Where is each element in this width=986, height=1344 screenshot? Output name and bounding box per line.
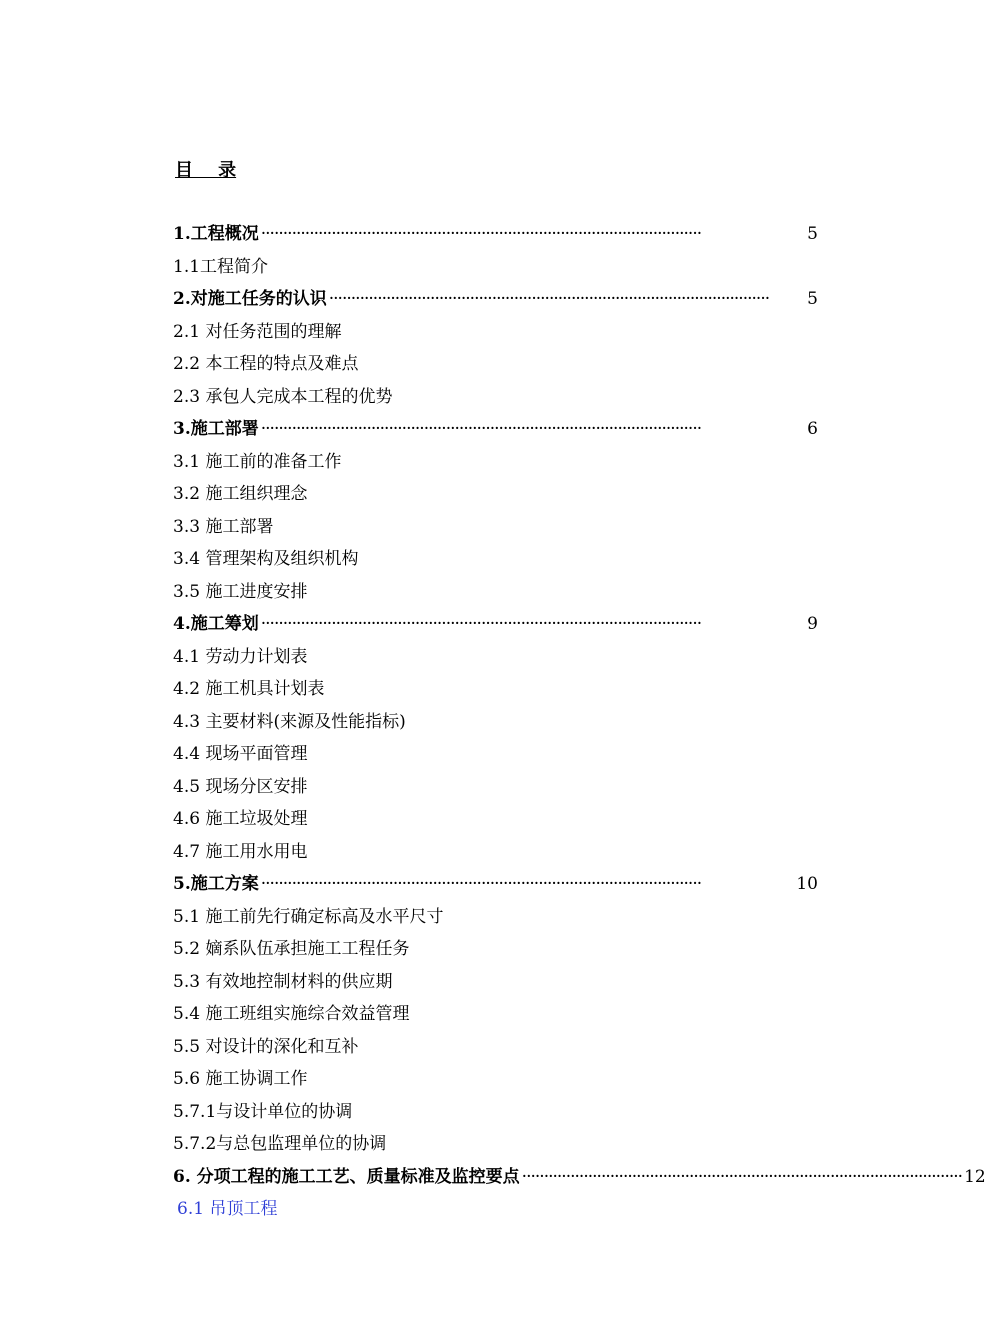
toc-subsection-entry[interactable] [173, 738, 818, 771]
toc-subsection-entry[interactable] [173, 803, 818, 836]
toc-subsection-entry[interactable] [173, 933, 818, 966]
toc-entry-label: 4.3 主要材料(来源及性能指标) [173, 711, 406, 732]
toc-subsection-entry[interactable] [173, 901, 818, 934]
toc-subsection-entry[interactable] [173, 706, 818, 739]
toc-section-entry[interactable] [173, 413, 818, 446]
toc-section-entry[interactable] [173, 283, 818, 316]
toc-subsection-entry[interactable] [173, 1193, 818, 1226]
toc-title: 目 录 [175, 160, 237, 181]
toc-subsection-entry[interactable] [173, 966, 818, 999]
toc-entry-label: 5.1 施工前先行确定标高及水平尺寸 [173, 906, 444, 927]
toc-dot-leader: ···································································································· [328, 289, 770, 309]
toc-subsection-entry[interactable] [173, 771, 818, 804]
toc-page-number: 5 [807, 224, 818, 244]
toc-dot-leader: ···································································································· [260, 614, 702, 634]
toc-entry-label: 5.7.2与总包监理单位的协调 [173, 1134, 387, 1154]
toc-subsection-entry[interactable] [173, 1063, 818, 1096]
toc-subsection-entry[interactable] [173, 1128, 818, 1161]
toc-entry-label: 3.施工部署 [173, 419, 259, 439]
toc-section-entry[interactable] [173, 868, 818, 901]
toc-entry-label: 1.工程概况 [173, 224, 259, 244]
table-of-contents [173, 218, 986, 1226]
toc-subsection-entry[interactable] [173, 446, 818, 479]
toc-page-number: 12 [964, 1166, 986, 1187]
toc-subsection-entry[interactable] [173, 348, 818, 381]
toc-subsection-entry[interactable] [173, 836, 818, 869]
toc-entry-label: 4.6 施工垃圾处理 [173, 809, 308, 829]
toc-entry-label: 6. 分项工程的施工工艺、质量标准及监控要点 [173, 1166, 520, 1187]
toc-subsection-entry[interactable] [173, 576, 818, 609]
toc-entry-label: 4.1 劳动力计划表 [173, 646, 308, 667]
toc-entry-label: 3.2 施工组织理念 [173, 484, 308, 504]
toc-entry-label: 3.1 施工前的准备工作 [173, 451, 342, 472]
toc-section-entry[interactable] [173, 608, 818, 641]
toc-entry-label: 4.2 施工机具计划表 [173, 679, 325, 699]
toc-entry-label: 5.7.1与设计单位的协调 [173, 1101, 353, 1122]
toc-subsection-entry[interactable] [173, 478, 818, 511]
toc-entry-label: 2.2 本工程的特点及难点 [173, 354, 359, 374]
toc-entry-label: 4.施工筹划 [173, 614, 259, 634]
toc-section-entry[interactable] [173, 1161, 986, 1194]
toc-subsection-entry[interactable] [173, 381, 818, 414]
toc-entry-label: 4.5 现场分区安排 [173, 776, 308, 797]
toc-entry-label: 5.6 施工协调工作 [173, 1069, 308, 1089]
toc-dot-leader: ···································································································· [260, 874, 702, 894]
toc-entry-label: 3.3 施工部署 [173, 516, 274, 537]
toc-dot-leader: ···································································································· [260, 419, 702, 439]
toc-subsection-entry[interactable] [173, 543, 818, 576]
toc-entry-label: 4.4 现场平面管理 [173, 744, 308, 764]
toc-subsection-entry[interactable] [173, 1096, 818, 1129]
toc-entry-label: 5.2 嫡系队伍承担施工工程任务 [173, 939, 410, 959]
toc-page-number: 9 [807, 614, 818, 634]
toc-subsection-entry[interactable] [173, 641, 818, 674]
toc-dot-leader: ···································································································· [521, 1166, 963, 1187]
toc-page-number: 6 [807, 419, 818, 439]
toc-entry-label: 6.1 吊顶工程 [177, 1199, 278, 1219]
toc-dot-leader: ···································································································· [260, 224, 702, 244]
toc-entry-label: 3.5 施工进度安排 [173, 581, 308, 602]
toc-entry-label: 4.7 施工用水用电 [173, 841, 308, 862]
toc-entry-label: 1.1工程简介 [173, 256, 269, 277]
toc-subsection-entry[interactable] [173, 511, 818, 544]
toc-entry-label: 5.3 有效地控制材料的供应期 [173, 971, 393, 992]
toc-section-entry[interactable] [173, 218, 818, 251]
toc-subsection-entry[interactable] [173, 251, 818, 284]
toc-page-number: 5 [807, 289, 818, 309]
toc-entry-label: 5.施工方案 [173, 874, 259, 894]
toc-entry-label: 5.5 对设计的深化和互补 [173, 1036, 359, 1057]
toc-entry-label: 2.对施工任务的认识 [173, 289, 327, 309]
toc-page-number: 10 [796, 874, 818, 894]
toc-entry-label: 2.1 对任务范围的理解 [173, 321, 342, 342]
toc-entry-label: 2.3 承包人完成本工程的优势 [173, 386, 393, 407]
toc-entry-label: 5.4 施工班组实施综合效益管理 [173, 1004, 410, 1024]
toc-subsection-entry[interactable] [173, 1031, 818, 1064]
toc-subsection-entry[interactable] [173, 316, 818, 349]
toc-subsection-entry[interactable] [173, 998, 818, 1031]
toc-subsection-entry[interactable] [173, 673, 818, 706]
toc-entry-label: 3.4 管理架构及组织机构 [173, 549, 359, 569]
